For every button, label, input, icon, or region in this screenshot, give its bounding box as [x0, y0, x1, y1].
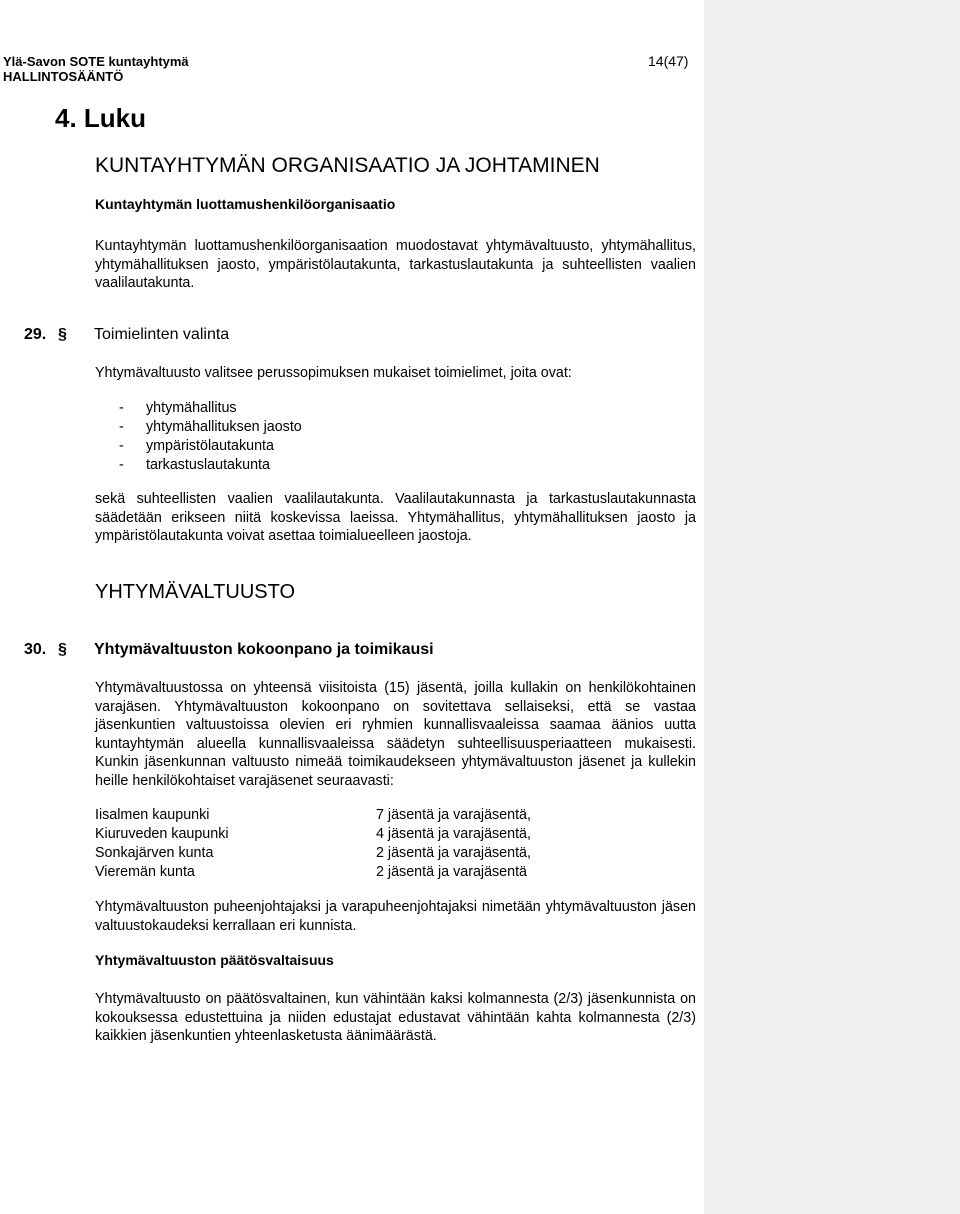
header-document-title: HALLINTOSÄÄNTÖ — [3, 69, 124, 84]
section-29-heading — [24, 326, 229, 344]
table-row: Vieremän kunta 2 jäsentä ja varajäsentä — [95, 864, 528, 880]
section-sign: § — [58, 326, 67, 343]
header-page-number: 14(47) — [648, 53, 689, 69]
list-item: - yhtymähallituksen jaosto — [119, 419, 302, 435]
list-dash: - — [119, 438, 124, 454]
list-item: - ympäristölautakunta — [119, 438, 274, 454]
section-number: 30. — [24, 641, 47, 658]
heading-council: YHTYMÄVALTUUSTO — [95, 581, 296, 603]
paragraph-trust-organization: Kuntayhtymän luottamushenkilöorganisaation muodostavat yhtymävaltuusto, yhtymähallitus, yhtymähallituksen jaosto, ympäristölautakunta, tarkastuslautakunta ja suhteellisten vaalien vaalilautakunta. — [95, 238, 696, 292]
section-30-heading — [24, 641, 434, 659]
list-dash: - — [119, 457, 124, 473]
header-organization: Ylä-Savon SOTE kuntayhtymä — [3, 54, 189, 69]
subheading-trust-organization: Kuntayhtymän luottamushenkilöorganisaatio — [95, 196, 396, 212]
paragraph-council-composition: Yhtymävaltuustossa on yhteensä viisitoista (15) jäsentä, joilla kullakin on henkilökohtainen varajäsen. Yhtymävaltuuston kokoonpano on sovitettava sellaiseksi, että se vastaa jäsenkuntien valtuustoissa olevien eri ryhmien kunnallisvaaleissa saamaa äänios uutta kuntayhtymän alueella kunnallisvaaleissa säädetyn suhteellisuusperiaatteen mukaisesti. Kunkin jäsenkunnan valtuusto nimeää toimikaudekseen yhtymävaltuuston jäsenet ja kullekin heille henkilökohtaiset varajäsenet seuraavasti: — [95, 680, 696, 789]
paragraph-section-29-closing: sekä suhteellisten vaalien vaalilautakunta. Vaalilautakunnasta ja tarkastuslautakunnasta säädetään erikseen niitä koskevissa laeissa. Yhtymähallitus, yhtymähallituksen jaosto ja ympäristölautakunta voivat asettaa toimialueelleen jaostoja. — [95, 491, 696, 545]
table-row: Sonkajärven kunta 2 jäsentä ja varajäsentä, — [95, 845, 531, 861]
list-dash: - — [119, 419, 124, 435]
margin-comment-pane — [704, 0, 960, 1214]
bodies-list — [119, 399, 302, 475]
list-dash: - — [119, 400, 124, 416]
list-item: - tarkastuslautakunta — [119, 457, 270, 473]
section-sign: § — [58, 641, 67, 658]
member-municipalities-table — [95, 806, 531, 882]
table-row: Kiuruveden kaupunki 4 jäsentä ja varajäsentä, — [95, 826, 531, 842]
section-title: Toimielinten valinta — [94, 326, 230, 343]
heading-organization: KUNTAYHTYMÄN ORGANISAATIO JA JOHTAMINEN — [95, 154, 600, 177]
paragraph-quorum: Yhtymävaltuusto on päätösvaltainen, kun vähintään kaksi kolmannesta (2/3) jäsenkunnista on kokouksessa edustettuina ja niiden edustajat edustavat vähintään kahta kolmannesta (2/3) kaikkien jäsenkuntien yhteenlasketusta äänimäärästä. — [95, 991, 696, 1045]
section-number: 29. — [24, 326, 47, 343]
table-row: Iisalmen kaupunki 7 jäsentä ja varajäsentä, — [95, 807, 531, 823]
list-item: - yhtymähallitus — [119, 400, 237, 416]
subheading-quorum: Yhtymävaltuuston päätösvaltaisuus — [95, 952, 334, 968]
paragraph-section-29-intro: Yhtymävaltuusto valitsee perussopimuksen mukaiset toimielimet, joita ovat: — [95, 365, 572, 381]
section-title: Yhtymävaltuuston kokoonpano ja toimikausi — [94, 641, 434, 658]
chapter-heading: 4. Luku — [55, 103, 147, 133]
paragraph-chair-election: Yhtymävaltuuston puheenjohtajaksi ja varapuheenjohtajaksi nimetään yhtymävaltuuston jäsen valtuustokaudeksi kerrallaan eri kunnista. — [95, 899, 696, 934]
